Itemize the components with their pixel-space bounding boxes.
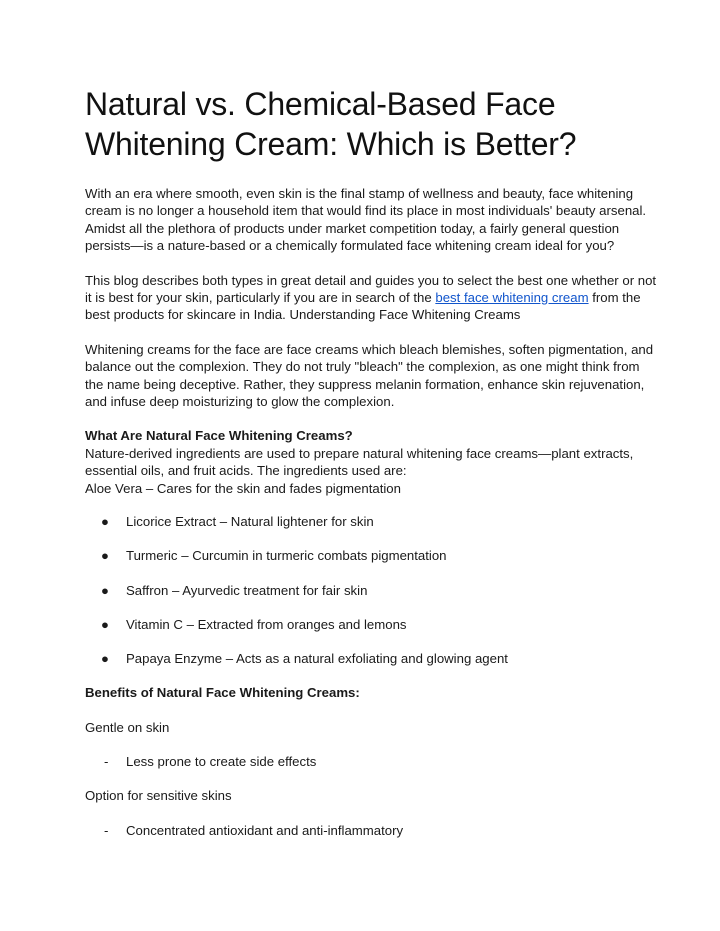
blog-text-before-link: This blog describes both types in great detail and guides you to select the best one whether or not it is best for your skin, particularly if you are in search of the xyxy=(85,272,657,306)
best-face-whitening-cream-link[interactable]: best face whitening cream xyxy=(435,290,589,306)
list-item-text: Saffron – Ayurvedic treatment for fair skin xyxy=(126,582,368,598)
blog-paragraph xyxy=(85,272,660,324)
list-item-text: Licorice Extract – Natural lightener for skin xyxy=(126,514,374,530)
list-item xyxy=(85,616,660,633)
gentle-on-skin-line: Gentle on skin xyxy=(85,719,170,735)
whitening-creams-paragraph: Whitening creams for the face are face creams which bleach blemishes, soften pigmentation, and balance out the complexion. They do not truly "bleach" the complexion, as one might think from the name being deceptive. Rather, they suppress melanin formation, enhance skin rejuvenation, and infuse deep moisturizing to glow the complexion. xyxy=(85,341,654,410)
dash-marker: - xyxy=(104,753,109,769)
list-item xyxy=(85,547,660,564)
natural-creams-heading: What Are Natural Face Whitening Creams? xyxy=(85,428,353,444)
sensitive-skins-line: Option for sensitive skins xyxy=(85,788,232,804)
intro-paragraph: With an era where smooth, even skin is the final stamp of wellness and beauty, face whitening cream is no longer a household item that would find its place in most individuals' beauty arsenal. Amidst all the plethora of products under market competition today, a fairly general question persists—is a nature-based or a chemically formulated face whitening cream ideal for you? xyxy=(85,186,647,254)
paragraph-gap xyxy=(85,410,660,427)
bullet-marker: ● xyxy=(101,548,109,564)
list-item-text: Less prone to create side effects xyxy=(126,753,317,769)
blog-text-after-link: from the best products for skincare in India. Understanding Face Whitening Creams xyxy=(85,290,641,323)
list-item xyxy=(85,822,660,839)
list-item xyxy=(85,650,660,667)
list-item-text: Concentrated antioxidant and anti-inflammatory xyxy=(126,822,404,838)
list-item xyxy=(85,753,660,770)
ingredient-list xyxy=(85,513,660,667)
list-item xyxy=(85,513,660,530)
list-item-text: Papaya Enzyme – Acts as a natural exfoliating and glowing agent xyxy=(126,650,508,666)
paragraph-gap xyxy=(85,702,660,719)
benefits-heading: Benefits of Natural Face Whitening Creams: xyxy=(85,685,360,701)
bullet-marker: ● xyxy=(101,582,109,598)
list-item xyxy=(85,582,660,599)
list-item-text: Vitamin C – Extracted from oranges and lemons xyxy=(126,616,407,632)
dash-marker: - xyxy=(104,822,109,838)
paragraph-gap xyxy=(85,324,660,341)
natural-creams-text: Nature-derived ingredients are used to prepare natural whitening face creams—plant extracts, essential oils, and fruit acids. The ingredients used are: xyxy=(85,445,634,479)
bullet-marker: ● xyxy=(101,514,109,530)
gentle-dash-list xyxy=(85,753,660,770)
sensitive-dash-list xyxy=(85,822,660,839)
bullet-marker: ● xyxy=(101,616,109,632)
list-item-text: Turmeric – Curcumin in turmeric combats pigmentation xyxy=(126,548,447,564)
paragraph-gap xyxy=(85,255,660,272)
page-title: Natural vs. Chemical-Based Face Whitening Cream: Which is Better? xyxy=(85,86,577,162)
aloe-vera-line: Aloe Vera – Cares for the skin and fades pigmentation xyxy=(85,480,401,496)
bullet-marker: ● xyxy=(101,650,109,666)
